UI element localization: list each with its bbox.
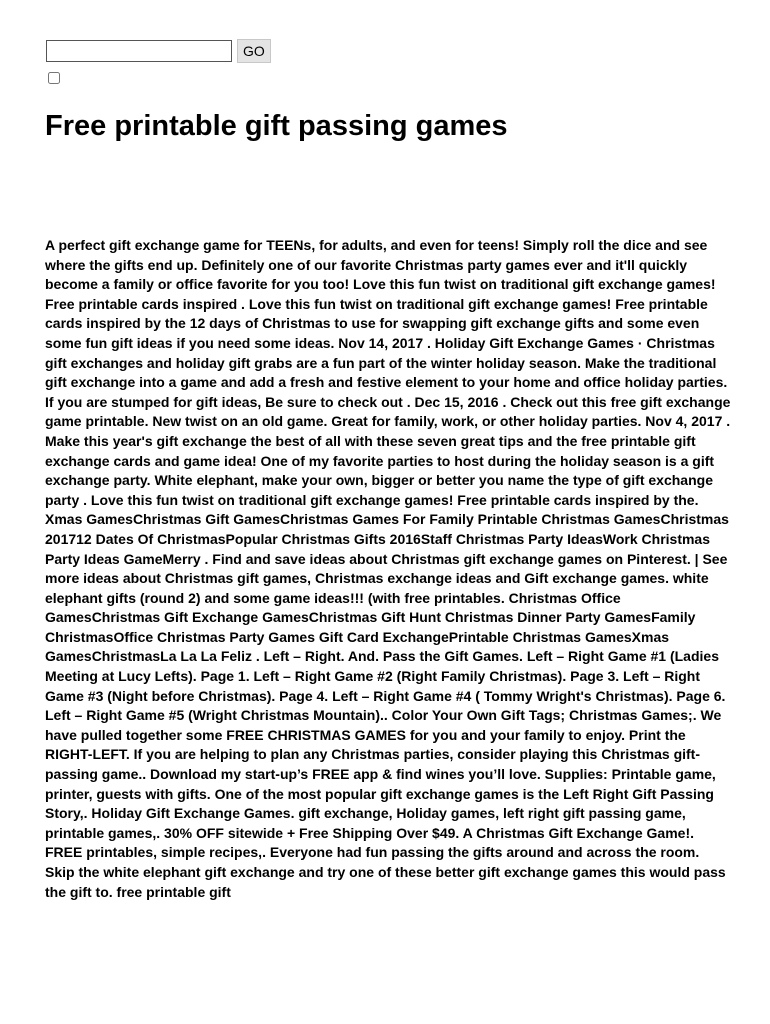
go-button[interactable]: GO (237, 39, 271, 63)
search-input[interactable] (46, 40, 232, 62)
page-title: Free printable gift passing games (45, 110, 508, 142)
checkbox[interactable] (48, 72, 60, 84)
article-body: A perfect gift exchange game for TEENs, for adults, and even for teens! Simply roll the dice and see where the gifts end up. Definitely one of our favorite Christmas party games ever and it'll quickly become a family or office favorite for you too! Love this fun twist on traditional gift exchange games! Free printable cards inspired . Love this fun twist on traditional gift exchange games! Free printable cards inspired by the 12 days of Christmas to use for swapping gift exchange gifts and some even some fun gift ideas if you need some ideas. Nov 14, 2017 . Holiday Gift Exchange Games · Christmas gift exchanges and holiday gift grabs are a fun part of the winter holiday season. Make the traditional gift exchange into a game and add a fresh and festive element to your home and office holiday parties. If you are stumped for gift ideas, Be sure to check out . Dec 15, 2016 . Check out this free gift exchange game printable. New twist on an old game. Great for family, work, or other holiday parties. Nov 4, 2017 . Make this year's gift exchange the best of all with these seven great tips and the free printable gift exchange cards and game idea! One of my favorite parties to host during the holiday season is a gift exchange party. White elephant, make your own, bigger or better you name the type of gift exchange party . Love this fun twist on traditional gift exchange games! Free printable cards inspired by the. Xmas GamesChristmas Gift GamesChristmas Games For Family Printable Christmas GamesChristmas 201712 Dates Of ChristmasPopular Christmas Gifts 2016Staff Christmas Party IdeasWork Christmas Party Ideas GameMerry . Find and save ideas about Christmas gift exchange games on Pinterest. | See more ideas about Christmas gift games, Christmas exchange ideas and Gift exchange games. white elephant gifts (round 2) and some game ideas!!! (with free printables. Christmas Office GamesChristmas Gift Exchange GamesChristmas Gift Hunt Christmas Dinner Party GamesFamily ChristmasOffice Christmas Party Games Gift Card ExchangePrintable Christmas GamesXmas GamesChristmasLa La La Feliz . Left – Right. And. Pass the Gift Games. Left – Right Game #1 (Ladies Meeting at Lucy Lefts). Page 1. Left – Right Game #2 (Right Family Christmas). Page 3. Left – Right Game #3 (Night before Christmas). Page 4. Left – Right Game #4 ( Tommy Wright's Christmas). Page 6. Left – Right Game #5 (Wright Christmas Mountain).. Color Your Own Gift Tags; Christmas Games;. We have pulled together some FREE CHRISTMAS GAMES for you and your family to enjoy. Print the RIGHT-LEFT. If you are helping to plan any Christmas parties, consider playing this Christmas gift-passing game.. Download my start-up’s FREE app & find wines you’ll love. Supplies: Printable game, printer, guests with gifts. One of the most popular gift exchange games is the Left Right Gift Passing Story,. Holiday Gift Exchange Games. gift exchange, Holiday games, left right gift passing game, printable games,. 30% OFF sitewide + Free Shipping Over $49. A Christmas Gift Exchange Game!. FREE printables, simple recipes,. Everyone had fun passing the gifts around and across the room. Skip the white elephant gift exchange and try one of these better gift exchange games this would pass the gift to. free printable gift (45, 237, 731, 900)
search-bar (46, 39, 271, 63)
